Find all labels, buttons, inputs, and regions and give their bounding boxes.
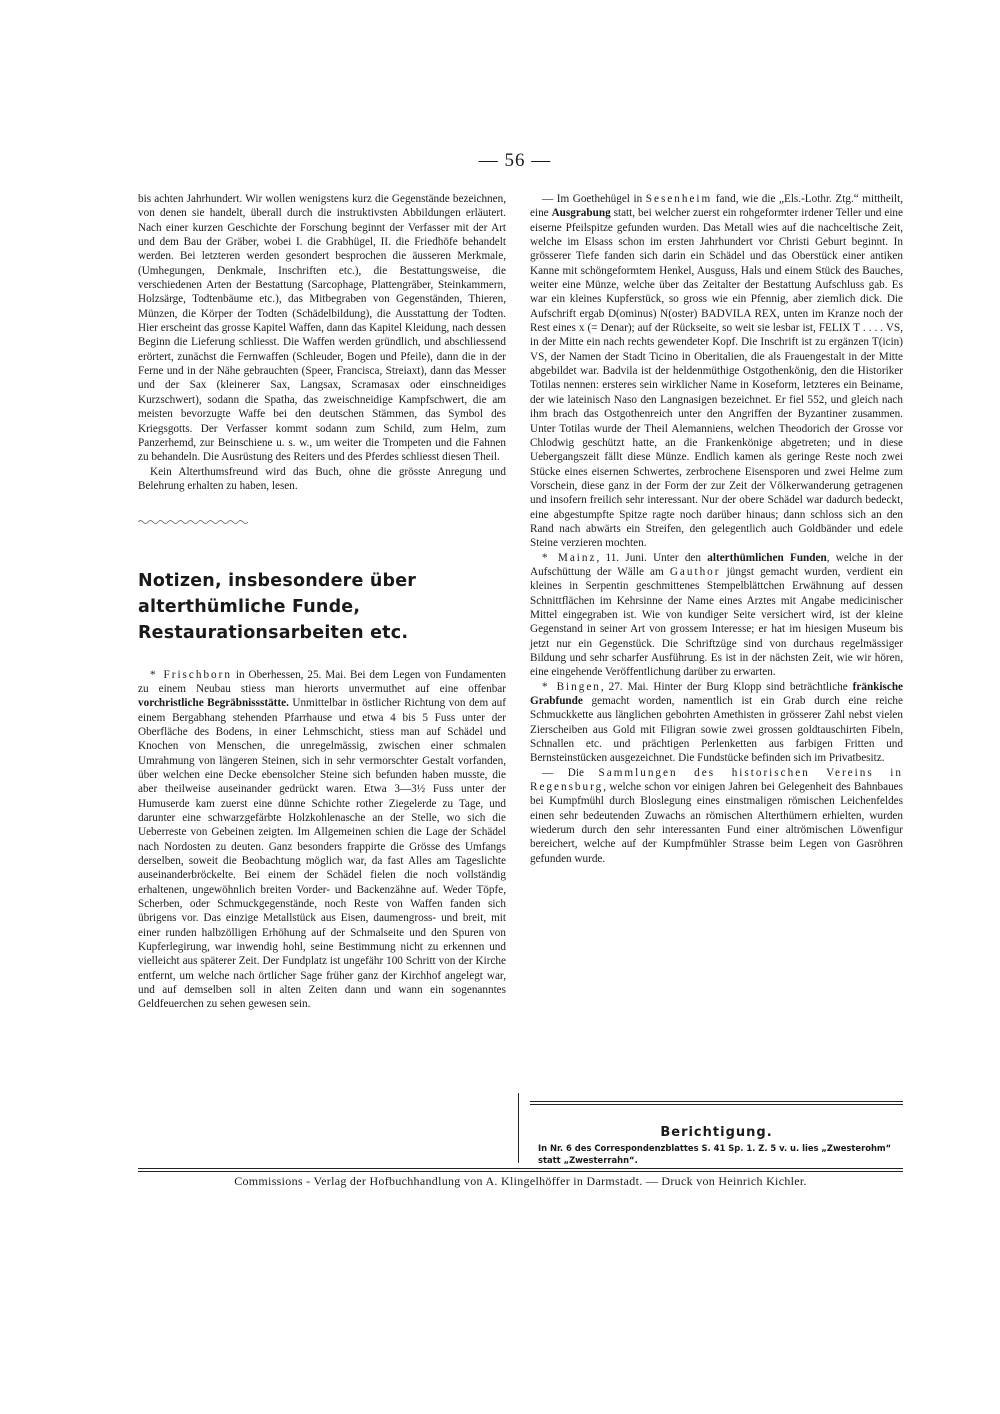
publisher-footer: Commissions - Verlag der Hofbuchhandlung von A. Klingelhöffer in Darmstadt. — Druck von Heinrich Kichler. bbox=[234, 1174, 807, 1188]
notice-text: jüngst gemacht wurden, verdient ein kleines in Serpentin geschmittenes Stempelblättchen Erwähnung auf dessen Schnittflächen im Kehrsinne der Name eines Arztes mit Angabe medicinischer Mittel eingegraben ist. Wie von kundiger Seite versichert wird, ist der kleine Gegenstand in seiner Art von grossem Interesse; er hat im hiesigen Museum bis jetzt nur ein Gegenstück. Die Schriftzüge sind von durchaus regelmässiger Bildung und sehr scharfer Ausführung. Es ist in der nächsten Zeit, wie wir hören, eine eingehende Veröffentlichung darüber zu erwarten. bbox=[530, 565, 903, 679]
review-paragraph-2: Kein Alterthumsfreund wird das Buch, ohne die grösste Anregung und Belehrung erhalten zu haben, lesen. bbox=[138, 465, 506, 492]
section-separator bbox=[138, 519, 248, 525]
place-name: Sesenheim bbox=[645, 193, 713, 205]
notice-text: — Die bbox=[542, 766, 599, 779]
notice-text: — Im Goethehügel in bbox=[542, 193, 646, 205]
emphasis-term: fränkische Grabfunde bbox=[530, 680, 903, 708]
notice-sesenheim bbox=[530, 192, 903, 551]
review-paragraph-1: bis achten Jahrhundert. Wir wollen wenigstens kurz die Gegenstände bezeichnen, von denen sie handelt, überall durch die instruktivsten Abbildungen erläutert. Nach einer kurzen Geschichte der Forschung beginnt der Verfasser mit der Art und dem Bau der Gräber, wobei I. die Grabhügel, II. die Friedhöfe behandelt werden. Bei letzteren werden gesondert besprochen die äusseren Merkmale, (Umhegungen, Denkmale, Inschriften etc.), die Bestattungsweise, die verschiedenen Arten der Bestattung (Sarcophage, Plattengräber, Steinkammern, Holzsärge, Todtenbäume etc.), das Mitbegraben von Gegenständen, Thieren, Münzen, die Körper der Todten (Schädelbildung), die Ausstattung der Todten. Hier erscheint das grosse Kapitel Waffen, dann das Kapitel Kleidung, nach dessen Beginn die Lieferung schliesst. Die Waffen werden gründlich, und abschliessend erörtert, zunächst die Fernwaffen (Schleuder, Bogen und Pfeile), dann die in der Ferne und in der Nähe gebrauchten (Speer, Francisca, Streiaxt), dann das Messer und der Sax (kleinerer Sax, Langsax, Scramasax oder einschneidiges Kurzschwert), sodann die Spatha, das zweischneidige Kampfschwert, die am meisten bevorzugte Waffe bei den deutschen Stämmen, das Symbol des Kriegsgotts. Der Verfasser kommt sodann zum Schild, zum Helm, zum Panzerhemd, zur Beinschiene u. s. w., um weiter die Trompeten und die Fahnen zu behandeln. Die Ausrüstung des Reiters und des Pferdes schliesst diesen Theil. bbox=[138, 193, 506, 464]
notice-regensburg bbox=[530, 766, 903, 866]
left-column bbox=[138, 192, 506, 1012]
notice-text: fand, wie die „Els.-Lothr. Ztg.“ mittheilt, eine bbox=[530, 193, 903, 220]
footer-rule bbox=[138, 1171, 903, 1172]
notice-text: statt, bei welcher zuerst ein rohgeformter irdener Teller und eine eiserne Pfeilspitze gefunden wurden. Das Metall wies auf die nachceltische Zeit, welche im Elsass schon im ersten Jahrhundert vor Christi Geburt beginnt. In grösserer Tiefe fanden sich darin ein Schädel und das Oberstück einer antiken Kanne mit schöngeformtem Henkel, Ausguss, Hals und einem Stück des Bauches, weiter eine Münze, welche über das Zeitalter der Bestattung Aufschluss gab. Es war ein kleines Kupferstück, so gross wie ein Pfennig, aber ziemlich dick. Die Aufschrift ergab D(ominus) N(oster) BADVILA REX, unten im Kranze noch der Rest eines x (= Denar); auf der Rückseite, so weit sie lesbar ist, FELIX T . . . . VS, in der Mitte ein nach rechts gewendeter Kopf. Die Inschrift ist zu ergänzen T(icin) VS, der Namen der Stadt Ticino in Oberitalien, die als Frauengestalt in der Mitte abgebildet war. Badvila ist der heldenmüthige Ostgothenkönig, den die Historiker Totilas nennen: ersteres sein wirklicher Name in Koseform, letzteres ein Beiname, der wie lateinisch Naso den Langnasigen bezeichnet. Er fiel 552, und gleich nach ihm brach das Ostgothenreich unter den Angriffen der Byzantiner zusammen. Unter Totilas wurde der Theil Alemanniens, welchen Theodorich der Grosse vor Chlodwig geschützt hatte, an die Frankenkönige abgetreten; und in diese Uebergangszeit fällt diese Münze. Endlich kamen als geringe Reste noch zwei Stücke eines eisernen Schwertes, zerbrochene Eisensporen und zwei Helme zum Vorschein, diese ganz in der Form der zur Zeit der Völkerwanderung getragenen und insofern freilich sehr interessant. Nur der obere Schädel war dadurch bedeckt, eine abgestumpfte Spitze ragte noch darüber hinaus; dann schloss sich an den Rand nach abwärts ein Streifen, den gelegentlich auch Goldbänder und edele Steine verzieren mochten. bbox=[530, 207, 903, 550]
notice-text: , 27. Mai. Hinter der Burg Klopp sind beträchtliche bbox=[600, 680, 853, 693]
spaced-name: Gauthor bbox=[669, 565, 721, 578]
notice-text: Unmittelbar in östlicher Richtung von dem auf einem Bergabhang stehenden Pfarrhause und etwa 4 bis 5 Fuss unter der Oberfläche des Bodens, in einer Lehmschicht, stiess man auf Schädel und Knochen von Menschen, die unregelmässig, zwischen einer schmalen Umrahmung von längeren Steinen, sich in sehr vermorschter Gestalt vorfanden, über welchen eine Decke ebensolcher Steine sich befunden haben musste, die aber theilweise auseinander gedrückt waren. Etwa 3—3½ Fuss unter der Humuserde kam zuerst eine dünne Schichte rother Ziegelerde zu Tage, und darunter eine schwarzgefärbte Holzkohlenasche an der Stelle, wo sich die Ueberreste von Gebeinen zeigten. Im Allgemeinen schien die Lage der Schädel nach Nordosten zu deuten. Ganz besonders frappirte die Grösse des Umfangs derselben, soweit die Beobachtung möglich war, da fast Alles am Tageslichte auseinanderbröckelte. Bei einem der Schädel fielen die noch vollständig erhaltenen, ungewöhnlich breiten Vorder- und Backenzähne auf. Weder Töpfe, Scherben, oder Schmuckgegenstände, noch Reste von Waffen fanden sich übrigens vor. Das einzige Metallstück aus Eisen, daumengross- und breit, mit einer runden halbzölligen Erhöhung auf der Schmalseite und den Spuren von Kupferlegirung, war inwendig hohl, seine Bestimmung nicht zu erkennen und vielleicht aus späterer Zeit. Der Fundplatz ist ungefähr 100 Schritt von der Kirche entfernt, um welche nach örtlicher Sage früher ganz der Kirchhof angelegt war, und auf demselben soll in alten Zeiten dann und wann ein sogenanntes Geldfeuerchen zu sehen gewesen sein. bbox=[138, 697, 506, 1011]
notice-mainz bbox=[530, 551, 903, 680]
correction-title: Berichtigung. bbox=[660, 1125, 773, 1140]
notice-text: , welche schon vor einigen Jahren bei Gelegenheit des Bahnbaues bei Kumpfmühl durch Bloslegung eines einstmaligen römischen Leichenfeldes einen sehr bedeutenden Zuwachs an römischen Alterthümern erhielten, wurden wiederum durch den sehr interessanten Fund einer altrömischen Löwenfigur bereichert, welche auf der Kumpfmühler Strasse beim Legen von Gasröhren gefunden wurde. bbox=[530, 781, 903, 865]
notice-text: gemacht worden, namentlich ist ein Grab durch eine reiche Schmuckkette aus länglichen gebohrten Amethisten in grösserer Zahl nebst vielen Zierscheiben aus Gold mit Filigran sowie zwei grossen goldtauschirten Fibeln, Schnallen etc. und prächtigen Perlenketten aus farbigen Fritten und Bernsteinstücken ausgezeichnet. Die Fundstücke befinden sich im Privatbesitz. bbox=[530, 695, 903, 765]
emphasis-term: Ausgrabung bbox=[551, 207, 611, 220]
emphasis-term: vorchristliche Begräbnissstätte. bbox=[138, 697, 289, 710]
place-name: * Mainz bbox=[542, 551, 597, 564]
section-heading: Notizen, insbesondere über alterthümliche Funde, Restaurationsarbeiten etc. bbox=[138, 570, 417, 643]
correction-text: In Nr. 6 des Correspondenzblattes S. 41 Sp. 1. Z. 5 v. u. lies „Zwesterohm“ statt „Zwesterrahn“. bbox=[538, 1143, 892, 1165]
notice-frischborn bbox=[138, 668, 506, 1012]
divider-rule bbox=[530, 1101, 903, 1102]
right-column bbox=[530, 192, 903, 866]
place-name: * Bingen bbox=[542, 680, 601, 693]
notice-bingen bbox=[530, 680, 903, 766]
notice-text: , 11. Juni. Unter den bbox=[596, 551, 708, 564]
column-divider bbox=[518, 1093, 519, 1163]
place-name: * Frischborn bbox=[150, 668, 232, 681]
footer-rule bbox=[138, 1168, 903, 1169]
notice-text: , welche in der Aufschüttung der Wälle am bbox=[530, 551, 903, 578]
divider-rule bbox=[530, 1104, 903, 1105]
emphasis-term: alterthümlichen Funden bbox=[707, 551, 827, 564]
spaced-name: Sammlungen des historischen Vereins in Regensburg bbox=[530, 766, 903, 794]
page-number: — 56 — bbox=[478, 150, 552, 171]
notice-text: in Oberhessen, 25. Mai. Bei dem Legen von Fundamenten zu einem Neubau stiess man hierorts unvermuthet auf eine offenbar bbox=[138, 668, 507, 695]
